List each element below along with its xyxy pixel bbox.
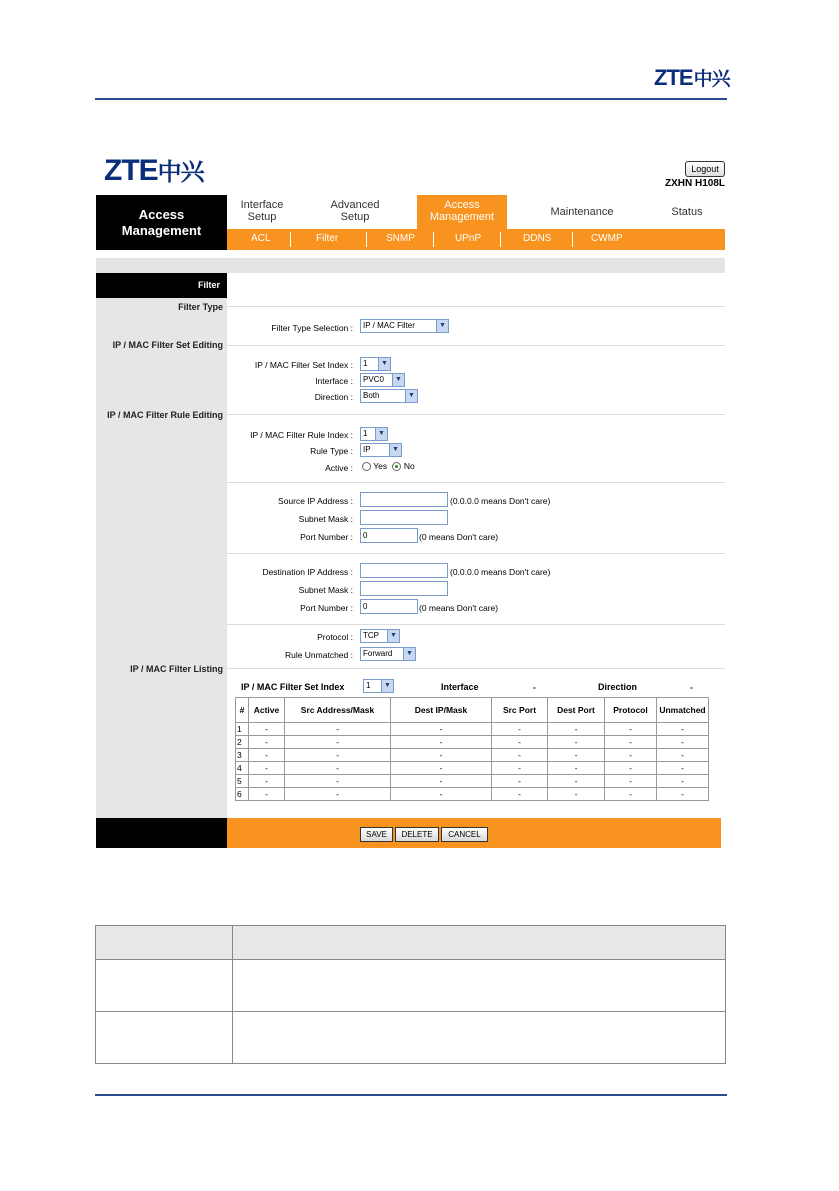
- subtab-divider: [366, 232, 367, 247]
- protocol-select[interactable]: TCP ▼: [360, 629, 400, 643]
- side-label-listing: IP / MAC Filter Listing: [130, 664, 223, 674]
- chevron-down-icon: ▼: [405, 390, 417, 402]
- table-cell: -: [285, 749, 391, 762]
- table-cell: 1: [236, 723, 249, 736]
- direction-label: Direction :: [314, 392, 353, 402]
- chevron-down-icon: ▼: [381, 680, 393, 692]
- table-cell: -: [548, 788, 605, 801]
- router-ui: [96, 150, 725, 848]
- unmatched-select[interactable]: Forward ▼: [360, 647, 416, 661]
- table-cell: -: [605, 775, 657, 788]
- table-cell: 4: [236, 762, 249, 775]
- table-cell: -: [391, 775, 492, 788]
- table-cell: -: [657, 736, 709, 749]
- document-table-header: [96, 926, 726, 960]
- model-name: ZXHN H108L: [664, 178, 725, 189]
- src-ip-note: (0.0.0.0 means Don't care): [450, 496, 551, 506]
- document-table-cell: [96, 960, 233, 1012]
- table-cell: -: [548, 736, 605, 749]
- table-cell: -: [657, 723, 709, 736]
- logout-button[interactable]: Logout: [685, 161, 725, 177]
- section-title: Access Management: [96, 195, 227, 250]
- subtab-ddns[interactable]: DDNS: [523, 233, 552, 244]
- column-header: Active: [249, 698, 285, 723]
- tab-maintenance[interactable]: Maintenance: [550, 206, 614, 218]
- tab-access-management[interactable]: Access Management: [417, 195, 507, 229]
- divider: [227, 624, 725, 625]
- column-header: Dest IP/Mask: [391, 698, 492, 723]
- table-header-row: [236, 698, 709, 723]
- subtab-divider: [290, 232, 291, 247]
- table-cell: -: [548, 749, 605, 762]
- filter-type-label: Filter Type Selection :: [271, 323, 353, 333]
- table-cell: 5: [236, 775, 249, 788]
- table-cell: -: [605, 723, 657, 736]
- divider: [227, 414, 725, 415]
- table-cell: -: [249, 749, 285, 762]
- column-header: Dest Port: [548, 698, 605, 723]
- table-cell: -: [492, 775, 548, 788]
- document-footer-rule: [95, 1094, 727, 1096]
- protocol-label: Protocol :: [317, 632, 353, 642]
- set-index-select[interactable]: 1 ▼: [360, 357, 391, 371]
- listing-direction-label: Direction: [598, 682, 638, 692]
- table-row: [236, 775, 709, 788]
- active-no-label: No: [403, 461, 415, 471]
- document-table: [95, 925, 726, 1064]
- dst-ip-input[interactable]: [360, 563, 448, 578]
- filter-type-select[interactable]: IP / MAC Filter ▼: [360, 319, 449, 333]
- table-cell: -: [285, 762, 391, 775]
- subtab-cwmp[interactable]: CWMP: [591, 233, 623, 244]
- subtab-divider: [433, 232, 434, 247]
- chevron-down-icon: ▼: [392, 374, 404, 386]
- divider: [227, 345, 725, 346]
- divider: [227, 482, 725, 483]
- content-header-bar: [96, 258, 725, 273]
- table-cell: -: [492, 749, 548, 762]
- chevron-down-icon: ▼: [436, 320, 448, 332]
- table-cell: 2: [236, 736, 249, 749]
- document-table-cell: [233, 1012, 726, 1064]
- src-mask-input[interactable]: [360, 510, 448, 525]
- listing-interface-value: -: [533, 682, 536, 692]
- rule-index-select[interactable]: 1 ▼: [360, 427, 388, 441]
- table-row: [236, 723, 709, 736]
- set-index-label: IP / MAC Filter Set Index :: [254, 360, 353, 370]
- dst-port-label: Port Number :: [300, 603, 353, 613]
- document-header-rule: [95, 98, 727, 100]
- dst-mask-label: Subnet Mask :: [298, 585, 353, 595]
- active-yes-radio[interactable]: [362, 462, 371, 471]
- table-cell: -: [249, 788, 285, 801]
- main-nav: [227, 195, 725, 229]
- table-cell: -: [657, 775, 709, 788]
- column-header: Src Address/Mask: [285, 698, 391, 723]
- table-cell: 6: [236, 788, 249, 801]
- table-cell: -: [657, 762, 709, 775]
- dst-ip-label: Destination IP Address :: [262, 567, 353, 577]
- unmatched-label: Rule Unmatched :: [284, 650, 353, 660]
- column-header: Src Port: [492, 698, 548, 723]
- active-yes-label: Yes: [373, 461, 388, 471]
- table-cell: -: [249, 723, 285, 736]
- src-port-input[interactable]: 0: [360, 528, 418, 543]
- save-button[interactable]: SAVE: [360, 827, 393, 842]
- chevron-down-icon: ▼: [403, 648, 415, 660]
- divider: [227, 306, 725, 307]
- dst-port-input[interactable]: 0: [360, 599, 418, 614]
- src-port-label: Port Number :: [300, 532, 353, 542]
- table-cell: -: [548, 775, 605, 788]
- chevron-down-icon: ▼: [375, 428, 387, 440]
- subtab-snmp[interactable]: SNMP: [386, 233, 415, 244]
- table-cell: -: [391, 788, 492, 801]
- router-logo: ZTE中兴: [104, 154, 204, 187]
- rule-type-select[interactable]: IP ▼: [360, 443, 402, 457]
- column-header: Protocol: [605, 698, 657, 723]
- interface-select[interactable]: PVC0 ▼: [360, 373, 405, 387]
- divider: [227, 668, 725, 669]
- tab-advanced-setup[interactable]: Advanced Setup: [330, 199, 380, 223]
- side-label-rule-editing: IP / MAC Filter Rule Editing: [107, 410, 223, 420]
- table-cell: -: [249, 762, 285, 775]
- footer-button-bar: [227, 818, 721, 848]
- listing-interface-label: Interface: [441, 682, 479, 692]
- document-table-cell: [96, 1012, 233, 1064]
- table-cell: -: [285, 788, 391, 801]
- document-logo: ZTE中兴: [654, 65, 730, 90]
- chevron-down-icon: ▼: [389, 444, 401, 456]
- table-cell: -: [657, 788, 709, 801]
- direction-select[interactable]: Both ▼: [360, 389, 418, 403]
- table-cell: -: [285, 775, 391, 788]
- tab-interface-setup[interactable]: Interface Setup: [240, 199, 284, 223]
- side-label-filter: Filter: [96, 273, 227, 298]
- subtab-filter[interactable]: Filter: [316, 233, 339, 244]
- rule-type-label: Rule Type :: [310, 446, 353, 456]
- table-cell: -: [391, 762, 492, 775]
- table-cell: -: [492, 762, 548, 775]
- footer-left-bar: [96, 818, 227, 848]
- table-cell: -: [605, 736, 657, 749]
- table-row: [236, 788, 709, 801]
- src-ip-label: Source IP Address :: [278, 496, 353, 506]
- dst-mask-input[interactable]: [360, 581, 448, 596]
- table-cell: -: [605, 749, 657, 762]
- chevron-down-icon: ▼: [378, 358, 390, 370]
- src-ip-input[interactable]: [360, 492, 448, 507]
- subtab-acl[interactable]: ACL: [251, 233, 271, 244]
- table-cell: -: [249, 775, 285, 788]
- table-cell: -: [492, 736, 548, 749]
- filter-listing-table: [235, 697, 709, 801]
- table-row: [236, 762, 709, 775]
- subtab-divider: [572, 232, 573, 247]
- active-radio-group: [362, 461, 415, 471]
- document-table-row: [96, 1012, 726, 1064]
- table-cell: -: [285, 723, 391, 736]
- table-cell: -: [391, 736, 492, 749]
- listing-set-index-select[interactable]: 1 ▼: [363, 679, 394, 693]
- table-cell: -: [391, 749, 492, 762]
- listing-set-index-label: IP / MAC Filter Set Index: [241, 682, 345, 692]
- chevron-down-icon: ▼: [387, 630, 399, 642]
- active-label: Active :: [325, 463, 353, 473]
- table-cell: -: [657, 749, 709, 762]
- table-cell: -: [492, 723, 548, 736]
- document-table-row: [96, 960, 726, 1012]
- table-cell: -: [605, 762, 657, 775]
- table-row: [236, 736, 709, 749]
- table-cell: -: [249, 736, 285, 749]
- table-row: [236, 749, 709, 762]
- src-port-note: (0 means Don't care): [419, 532, 499, 542]
- document-table-cell: [233, 926, 726, 960]
- document-table-cell: [233, 960, 726, 1012]
- sub-nav: [227, 229, 725, 250]
- table-cell: -: [285, 736, 391, 749]
- src-mask-label: Subnet Mask :: [298, 514, 353, 524]
- subtab-upnp[interactable]: UPnP: [455, 233, 482, 244]
- listing-direction-value: -: [690, 682, 693, 692]
- table-cell: -: [492, 788, 548, 801]
- side-label-filter-type: Filter Type: [178, 302, 223, 312]
- sidebar: [96, 273, 227, 818]
- tab-status[interactable]: Status: [671, 206, 703, 218]
- table-cell: -: [548, 723, 605, 736]
- table-cell: -: [391, 723, 492, 736]
- table-cell: -: [605, 788, 657, 801]
- delete-button[interactable]: DELETE: [395, 827, 439, 842]
- column-header: #: [236, 698, 249, 723]
- document-table-cell: [96, 926, 233, 960]
- rule-index-label: IP / MAC Filter Rule Index :: [250, 430, 353, 440]
- column-header: Unmatched: [657, 698, 709, 723]
- divider: [227, 553, 725, 554]
- subtab-divider: [500, 232, 501, 247]
- cancel-button[interactable]: CANCEL: [441, 827, 488, 842]
- dst-port-note: (0 means Don't care): [419, 603, 499, 613]
- side-label-set-editing: IP / MAC Filter Set Editing: [112, 340, 223, 350]
- interface-label: Interface :: [315, 376, 353, 386]
- table-cell: -: [548, 762, 605, 775]
- table-cell: 3: [236, 749, 249, 762]
- active-no-radio[interactable]: [392, 462, 401, 471]
- dst-ip-note: (0.0.0.0 means Don't care): [450, 567, 551, 577]
